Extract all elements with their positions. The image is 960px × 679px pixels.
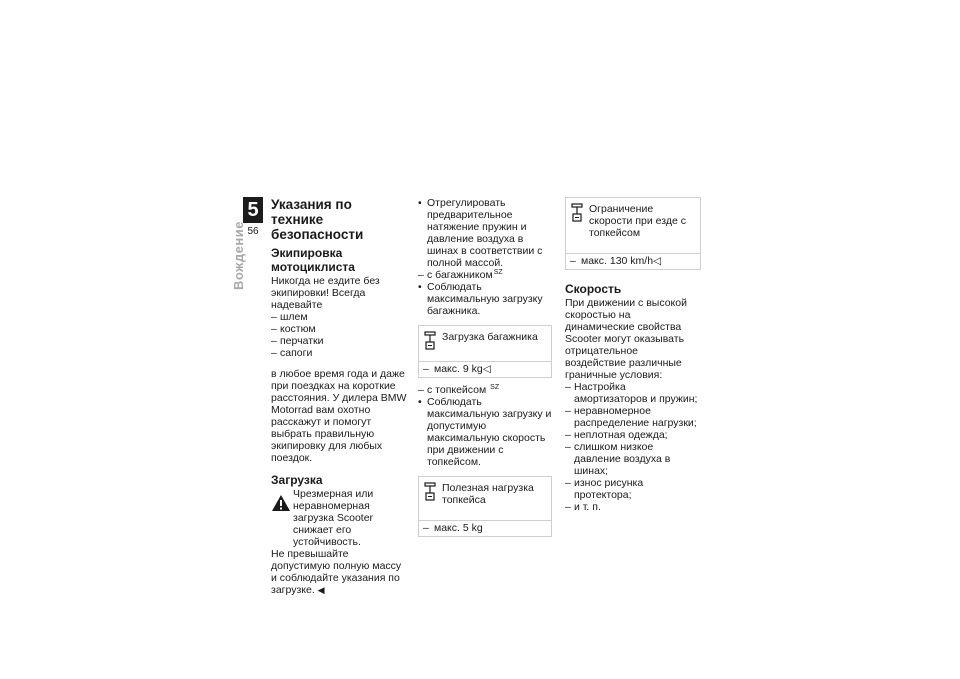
spec-label: Загрузка багажника bbox=[442, 331, 538, 343]
column-1 bbox=[271, 197, 407, 596]
loading-text: Не превышайте допустимую полную массу и соблюдайте указания по загрузке. bbox=[271, 548, 402, 596]
spec-value-row bbox=[419, 520, 551, 536]
spec-value-row bbox=[419, 361, 551, 377]
speed-intro: При движении с высокой скоростью на динамические свойства Scooter могут оказывать отрицательное воздействие различные граничные условия: bbox=[565, 297, 687, 381]
case-luggage-rack bbox=[418, 269, 552, 281]
bullet-adjust: • Отрегулировать предварительное натяжение пружин и давление воздуха в шинах в соответствии с полной массой. bbox=[418, 197, 552, 269]
spec-value: – макс. 5 kg bbox=[423, 522, 483, 534]
speed-conditions-list bbox=[565, 381, 701, 513]
warning-text: Чрезмерная или неравномерная загрузка Scooter снижает его устойчивость. bbox=[293, 488, 374, 548]
spec-label: Полезная нагрузка топкейса bbox=[442, 482, 534, 506]
weight-icon bbox=[571, 203, 583, 223]
list-item: – и т. п. bbox=[565, 501, 701, 513]
column-2 bbox=[418, 197, 552, 543]
page-title: Указания по технике безопасности bbox=[271, 197, 364, 242]
case-topcase bbox=[418, 384, 552, 396]
list-item: – неплотная одежда; bbox=[565, 429, 701, 441]
spec-box-header bbox=[419, 477, 551, 520]
spec-box-header bbox=[419, 326, 551, 361]
speed-heading: Скорость bbox=[565, 282, 622, 296]
list-item: – сапоги bbox=[271, 347, 407, 359]
spec-value-row bbox=[566, 253, 700, 269]
bullet-rack-load: • Соблюдать максимальную загрузку багажника. bbox=[418, 281, 552, 317]
chapter-number: 5 bbox=[243, 197, 263, 223]
gear-list bbox=[271, 311, 407, 359]
gear-text: в любое время года и даже при поездках на короткие расстояния. У дилера BMW Motorrad вам охотно расскажут и помогут выбрать правильную экипировку для любых поездок. bbox=[271, 368, 407, 464]
spec-label: Ограничение скорости при езде с топкейсом bbox=[589, 203, 686, 239]
list-item: – костюм bbox=[271, 323, 407, 335]
list-item: – износ рисунка протектора; bbox=[565, 477, 701, 501]
spec-box-rack bbox=[418, 325, 552, 378]
spec-box-header bbox=[566, 198, 700, 253]
model-sup: SZ bbox=[493, 269, 503, 276]
loading-text-paragraph bbox=[271, 548, 407, 596]
spec-value-line bbox=[423, 363, 491, 375]
list-item: – неравномерное распределение нагрузки; bbox=[565, 405, 701, 429]
end-mark: ◀ bbox=[317, 585, 325, 595]
end-mark: ◁ bbox=[653, 255, 662, 267]
loading-warning bbox=[271, 488, 407, 548]
weight-icon bbox=[424, 331, 436, 351]
gear-intro: Никогда не ездите без экипировки! Всегда надевайте bbox=[271, 275, 380, 311]
list-item: – шлем bbox=[271, 311, 407, 323]
page-number: 56 bbox=[247, 226, 259, 237]
spec-value: макс. 130 km/h bbox=[581, 255, 654, 267]
column-3 bbox=[565, 197, 701, 513]
case-label: с топкейсом bbox=[427, 384, 487, 396]
model-sup: SZ bbox=[490, 384, 500, 391]
section-label: Вождение bbox=[231, 221, 246, 290]
loading-heading: Загрузка bbox=[271, 473, 323, 487]
spec-value: макс. 9 kg bbox=[434, 363, 483, 375]
bullet-topcase-load: • Соблюдать максимальную загрузку и допустимую максимальную скорость при движении с топкейсом. bbox=[418, 396, 552, 468]
spec-value-line bbox=[570, 255, 661, 267]
spec-box-speed-limit bbox=[565, 197, 701, 270]
gear-heading: Экипировка мотоциклиста bbox=[271, 246, 355, 274]
weight-icon bbox=[424, 482, 436, 502]
list-item: – слишком низкое давление воздуха в шинах; bbox=[565, 441, 701, 477]
case-label: с багажником bbox=[427, 269, 493, 281]
end-mark: ◁ bbox=[482, 363, 491, 375]
warning-icon bbox=[271, 494, 291, 512]
spec-box-topcase bbox=[418, 476, 552, 537]
list-item: – Настройка амортизаторов и пружин; bbox=[565, 381, 701, 405]
list-item: – перчатки bbox=[271, 335, 407, 347]
